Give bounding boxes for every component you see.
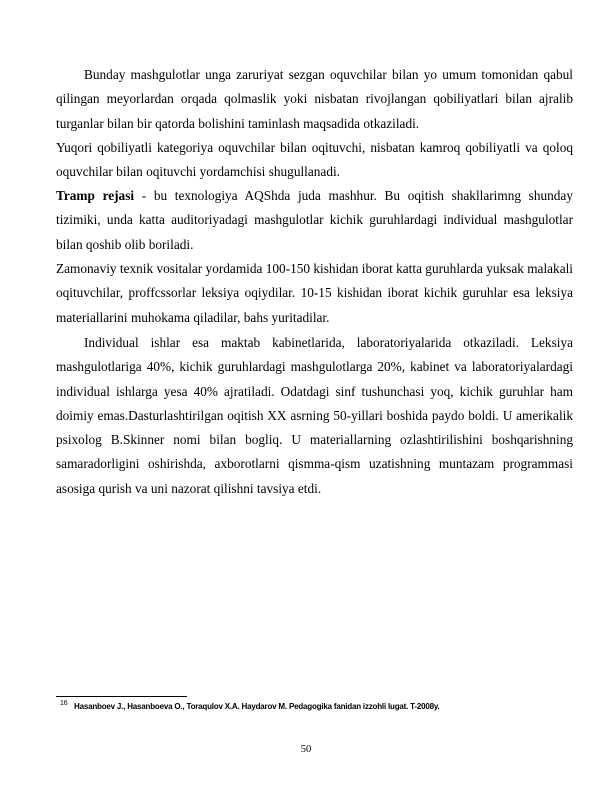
paragraph-5: Individual ishlar esa maktab kabinetlarida, laboratoriyalarida otkaziladi. Leksiya mashgulotlariga 40%, kichik guruhlardagi mashgulotlarga 20%, kabinet va laboratoriyalardagi individual ishlarga yesa 40% ajratiladi. Odatdagi sinf tushunchasi yoq, kichik guruhlar ham doimiy emas.Dasturlashtirilgan oqitish XX asrning 50-yillari boshida paydo boldi. U amerikalik psixolog B.Skinner nomi bilan bogliq. U materiallarning ozlashtirilishini boshqarishning samaradorligini oshirishda, axborotlarni qismma-qism uzatishning muntazam programmasi asosiga qurish va uni nazorat qilishni tavsiya etdi. [56, 335, 573, 496]
footnote-mark: 16 [60, 700, 68, 707]
term-tramp-rejasi: Tramp rejasi [56, 188, 135, 203]
footnote [60, 700, 574, 712]
paragraph-2: Yuqori qobiliyatli kategoriya oquvchilar bilan oqituvchi, nisbatan kamroq qobiliyatli va qoloq oquvchilar bilan oqituvchi yordamchisi shugullanadi. [56, 140, 573, 180]
footnote-separator [56, 696, 187, 697]
paragraph-4: Zamonaviy texnik vositalar yordamida 100-150 kishidan iborat katta guruhlarda yuksak malakali oqituvchilar, proffcssorlar leksiya oqiydilar. 10-15 kishidan iborat kichik guruhlar esa leksiya materiallarini muhokama qiladilar, bahs yuritadilar. [56, 261, 573, 325]
paragraph-3-body: - bu texnologiya AQShda juda mashhur. Bu oqitish shakllarimng shunday tizimiki, unda katta auditoriyadagi mashgulotlar kichik guruhlardagi individual mashgulotlar bilan qoshib olib boriladi. [56, 188, 573, 252]
paragraph-3 [56, 184, 573, 257]
page-number: 50 [300, 744, 312, 755]
paragraph-1: Bunday mashgulotlar unga zaruriyat sezgan oquvchilar bilan yo umum tomonidan qabul qilingan meyorlardan orqada qolmaslik yoki nisbatan rivojlangan qobiliyatlari bilan ajralib turganlar bilan bir qatorda bolishini taminlash maqsadida otkaziladi. [56, 67, 573, 131]
footnote-text: Hasanboev J., Hasanboeva O., Toraqulov X.A. Haydarov M. Pedagogika fanidan izzohli lugat. T-2008y. [74, 702, 440, 711]
